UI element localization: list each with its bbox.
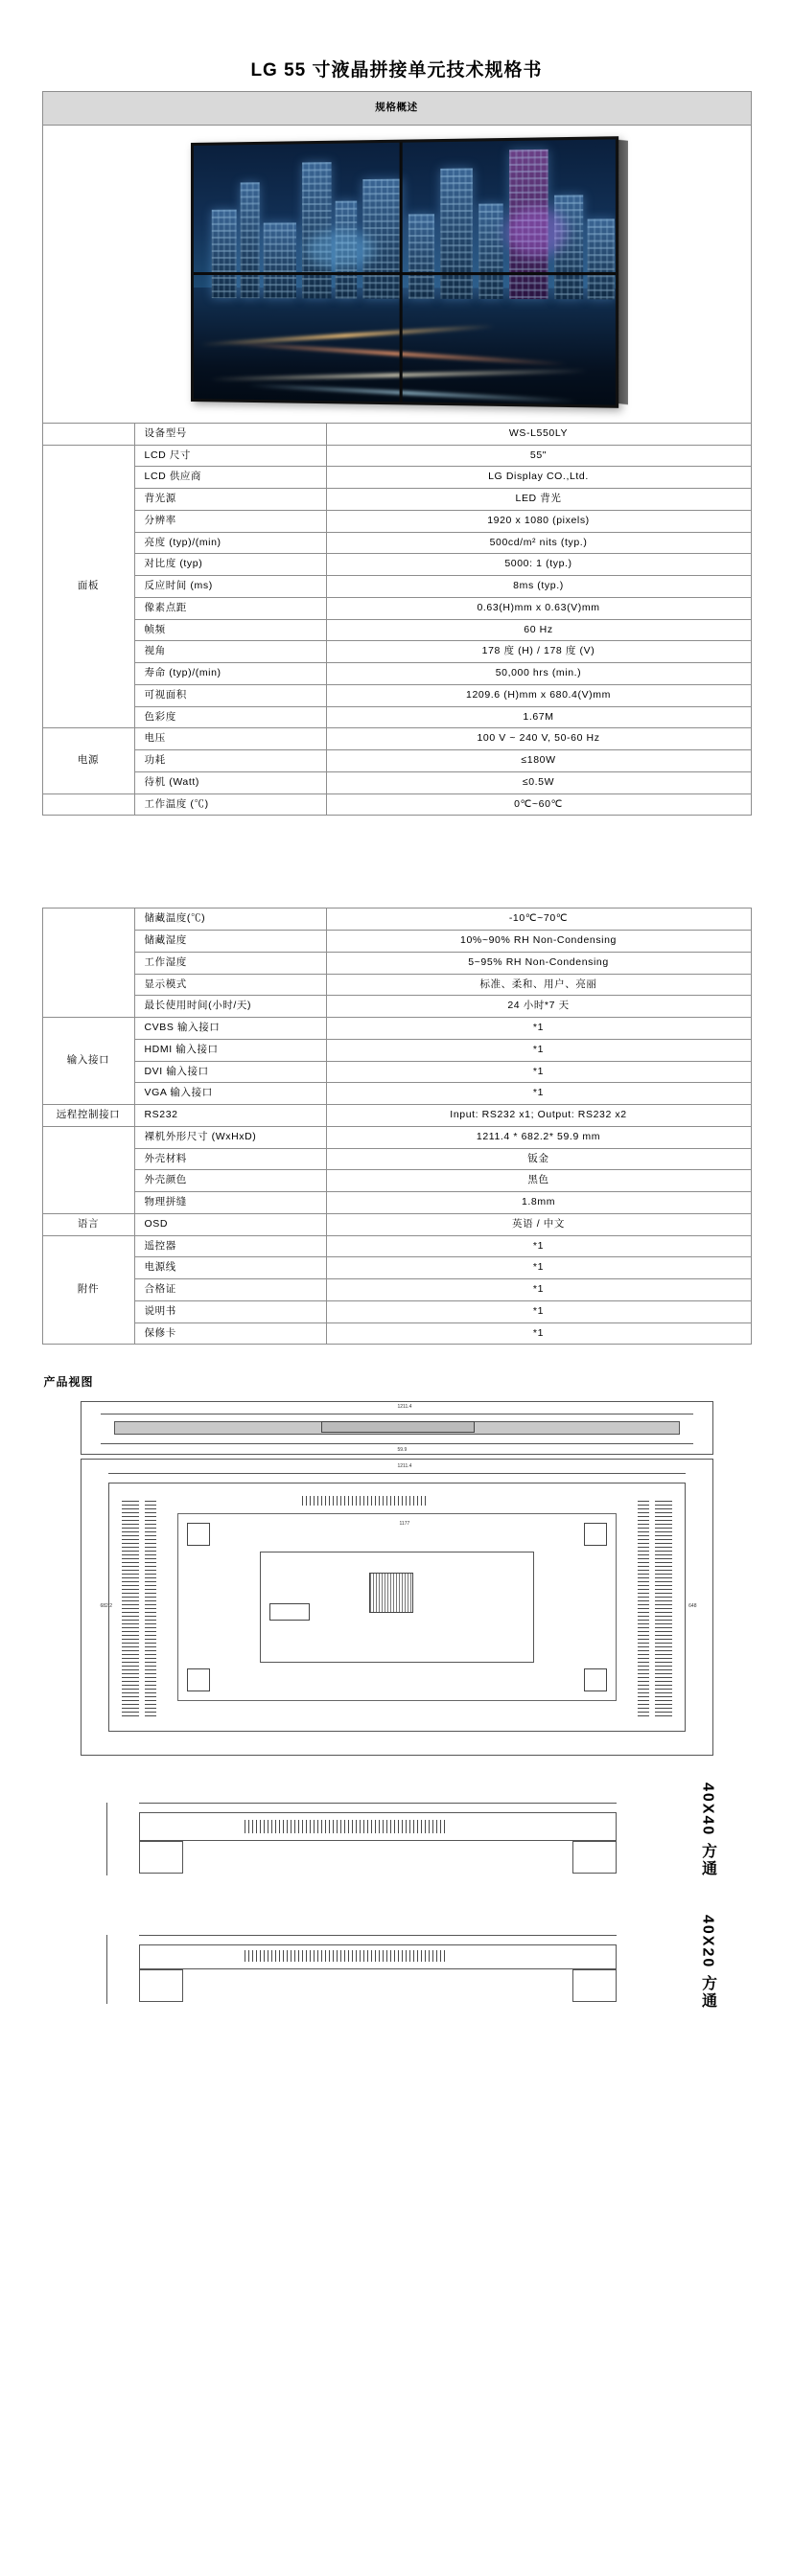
page-break-gap: [42, 816, 752, 908]
row-key: 亮度 (typ)/(min): [134, 532, 326, 554]
table-row: [42, 467, 751, 489]
mount-point: [584, 1523, 607, 1546]
row-value: 1.67M: [326, 706, 751, 728]
row-key: 电源线: [134, 1257, 326, 1279]
table-row: [42, 750, 751, 772]
video-wall-image: [191, 136, 618, 408]
dim-line-vertical: [106, 1935, 107, 2004]
row-value: 8ms (typ.): [326, 576, 751, 598]
dim-line: [101, 1443, 693, 1444]
row-value: 55": [326, 445, 751, 467]
table-row: [42, 445, 751, 467]
row-value: WS-L550LY: [326, 423, 751, 445]
table-section-header-row: [42, 92, 751, 126]
table-row: [42, 1170, 751, 1192]
row-key: 待机 (Watt): [134, 771, 326, 794]
dim-line-vertical: [106, 1803, 107, 1875]
row-key: 可视面积: [134, 684, 326, 706]
table-row: [42, 794, 751, 816]
row-key: 电压: [134, 728, 326, 750]
row-key: 外壳材料: [134, 1148, 326, 1170]
row-key: 合格证: [134, 1279, 326, 1301]
row-value: 0.63(H)mm x 0.63(V)mm: [326, 597, 751, 619]
row-value: 50,000 hrs (min.): [326, 663, 751, 685]
section-drawing-1-wrapper: [81, 1779, 716, 1894]
product-image-row: [42, 125, 751, 423]
row-value: *1: [326, 1083, 751, 1105]
table-row: [42, 728, 751, 750]
group-label-inputs: 输入接口: [42, 1018, 134, 1105]
bracket-right: [572, 1969, 617, 2002]
table-row: [42, 706, 751, 728]
table-row: [42, 619, 751, 641]
section-title-views: 产品视图: [43, 1375, 94, 1390]
row-value: *1: [326, 1322, 751, 1345]
dim-line-width: [108, 1473, 686, 1474]
vent-grill-right-2: [638, 1498, 649, 1716]
row-key: OSD: [134, 1213, 326, 1235]
vent-hatch: [245, 1950, 446, 1962]
bracket-left: [139, 1969, 183, 2002]
row-key: HDMI 输入接口: [134, 1039, 326, 1061]
row-key: LCD 尺寸: [134, 445, 326, 467]
row-value: 0℃~60℃: [326, 794, 751, 816]
row-value: 10%~90% RH Non-Condensing: [326, 931, 751, 953]
table-row: [42, 1061, 751, 1083]
row-key: 色彩度: [134, 706, 326, 728]
row-value: 5~95% RH Non-Condensing: [326, 952, 751, 974]
row-key: DVI 输入接口: [134, 1061, 326, 1083]
top-connector-block: [321, 1421, 475, 1433]
row-value: *1: [326, 1235, 751, 1257]
page-title: LG 55 寸液晶拼接单元技术规格书: [250, 60, 543, 80]
table-row: [42, 908, 751, 931]
row-value: 英语 / 中文: [326, 1213, 751, 1235]
mount-point: [187, 1523, 210, 1546]
row-value: 100 V ~ 240 V, 50-60 Hz: [326, 728, 751, 750]
bracket-right: [572, 1841, 617, 1874]
table-row: [42, 1126, 751, 1148]
content-area: [42, 91, 752, 2026]
table-row: [42, 576, 751, 598]
table-row: [42, 1018, 751, 1040]
row-key: 说明书: [134, 1300, 326, 1322]
row-key: 设备型号: [134, 423, 326, 445]
table-row: [42, 1039, 751, 1061]
row-key: CVBS 输入接口: [134, 1018, 326, 1040]
wall-frame: [191, 136, 618, 408]
row-key: 储藏湿度: [134, 931, 326, 953]
row-value: 钣金: [326, 1148, 751, 1170]
dim-label: 1177: [399, 1521, 410, 1528]
side-label-1: 40X40 方通: [699, 1782, 716, 1877]
row-value: *1: [326, 1279, 751, 1301]
table-row: [42, 532, 751, 554]
row-key: 遥控器: [134, 1235, 326, 1257]
dim-label: 59.9: [397, 1447, 408, 1454]
row-key: 视角: [134, 641, 326, 663]
top-view-drawing: [81, 1401, 713, 1455]
back-view-drawing: [81, 1459, 713, 1756]
row-key: 分辨率: [134, 510, 326, 532]
row-value: 24 小时*7 天: [326, 996, 751, 1018]
row-value: 60 Hz: [326, 619, 751, 641]
row-key: 像素点距: [134, 597, 326, 619]
row-value: *1: [326, 1039, 751, 1061]
row-key: 帧频: [134, 619, 326, 641]
vent-grill-top: [302, 1496, 427, 1506]
row-value: LG Display CO.,Ltd.: [326, 467, 751, 489]
table-row: [42, 1279, 751, 1301]
row-value: 178 度 (H) / 178 度 (V): [326, 641, 751, 663]
row-value: LED 背光: [326, 489, 751, 511]
table-row: [42, 1105, 751, 1127]
row-value: *1: [326, 1061, 751, 1083]
row-key: LCD 供应商: [134, 467, 326, 489]
table-row: [42, 1322, 751, 1345]
dim-label: 1211.4: [397, 1404, 412, 1411]
row-value: 500cd/m² nits (typ.): [326, 532, 751, 554]
section-drawing-1: [81, 1779, 713, 1894]
row-key: 储藏温度(℃): [134, 908, 326, 931]
row-key: 裸机外形尺寸 (WxHxD): [134, 1126, 326, 1148]
bracket-left: [139, 1841, 183, 1874]
row-key: 工作湿度: [134, 952, 326, 974]
row-value: *1: [326, 1300, 751, 1322]
table-row: [42, 1300, 751, 1322]
row-key: 对比度 (typ): [134, 554, 326, 576]
row-key: RS232: [134, 1105, 326, 1127]
table-row: [42, 663, 751, 685]
table-row: [42, 423, 751, 445]
row-key: 最长使用时间(小时/天): [134, 996, 326, 1018]
group-label: [42, 423, 134, 445]
row-value: Input: RS232 x1; Output: RS232 x2: [326, 1105, 751, 1127]
table-row: [42, 974, 751, 996]
row-key: 工作温度 (℃): [134, 794, 326, 816]
dim-line: [139, 1935, 617, 1936]
table-row: [42, 1083, 751, 1105]
dim-label: 682.2: [100, 1603, 113, 1610]
table-row: [42, 1192, 751, 1214]
dim-label: 1211.4: [397, 1463, 412, 1470]
row-value: ≤180W: [326, 750, 751, 772]
group-label: [42, 794, 134, 816]
row-value: ≤0.5W: [326, 771, 751, 794]
product-image-cell: [42, 125, 751, 423]
vent-grill-left: [122, 1498, 139, 1716]
section-drawing-2-wrapper: [81, 1911, 716, 2026]
row-key: 保修卡: [134, 1322, 326, 1345]
group-label: [42, 908, 134, 1018]
table-row: [42, 952, 751, 974]
dim-line: [139, 1803, 617, 1804]
row-value: 1.8mm: [326, 1192, 751, 1214]
row-value: 黑色: [326, 1170, 751, 1192]
section-title-overview: 规格概述: [42, 92, 751, 126]
row-value: *1: [326, 1018, 751, 1040]
vent-grill-right: [655, 1498, 672, 1716]
mount-point: [187, 1668, 210, 1691]
row-key: 显示模式: [134, 974, 326, 996]
table-row: [42, 684, 751, 706]
table-row: [42, 1235, 751, 1257]
group-label-remote: 远程控制接口: [42, 1105, 134, 1127]
table-row: [42, 1148, 751, 1170]
vent-grill-left-2: [145, 1498, 156, 1716]
row-value: 1209.6 (H)mm x 680.4(V)mm: [326, 684, 751, 706]
dim-label: 648: [688, 1603, 697, 1610]
table-row: [42, 1257, 751, 1279]
row-value: 5000: 1 (typ.): [326, 554, 751, 576]
table-row: [42, 771, 751, 794]
row-value: *1: [326, 1257, 751, 1279]
row-key: VGA 输入接口: [134, 1083, 326, 1105]
row-key: 功耗: [134, 750, 326, 772]
overview-table: [42, 91, 752, 816]
row-value: 1211.4 * 682.2* 59.9 mm: [326, 1126, 751, 1148]
mount-point: [584, 1668, 607, 1691]
group-label-language: 语言: [42, 1213, 134, 1235]
group-label: [42, 1126, 134, 1213]
table-row: [42, 510, 751, 532]
table-row: [42, 489, 751, 511]
vent-hatch: [245, 1820, 446, 1833]
group-label-accessories: 附件: [42, 1235, 134, 1345]
row-value: -10℃~70℃: [326, 908, 751, 931]
table-row: [42, 1213, 751, 1235]
detail-table: [42, 908, 752, 1345]
row-value: 标准、柔和、用户、亮丽: [326, 974, 751, 996]
connector-block: [269, 1603, 310, 1621]
wall-side-panel: [618, 140, 628, 405]
row-key: 物理拼缝: [134, 1192, 326, 1214]
row-key: 外壳颜色: [134, 1170, 326, 1192]
table-row: [42, 554, 751, 576]
table-row: [42, 597, 751, 619]
table-row: [42, 996, 751, 1018]
group-label-power: 电源: [42, 728, 134, 794]
fan-module: [369, 1573, 413, 1613]
table-row: [42, 641, 751, 663]
side-label-2: 40X20 方通: [699, 1915, 716, 2010]
table-row: [42, 931, 751, 953]
group-label-panel: 面板: [42, 445, 134, 728]
row-key: 背光源: [134, 489, 326, 511]
row-key: 反应时间 (ms): [134, 576, 326, 598]
section-drawing-2: [81, 1911, 713, 2026]
row-key: 寿命 (typ)/(min): [134, 663, 326, 685]
row-value: 1920 x 1080 (pixels): [326, 510, 751, 532]
